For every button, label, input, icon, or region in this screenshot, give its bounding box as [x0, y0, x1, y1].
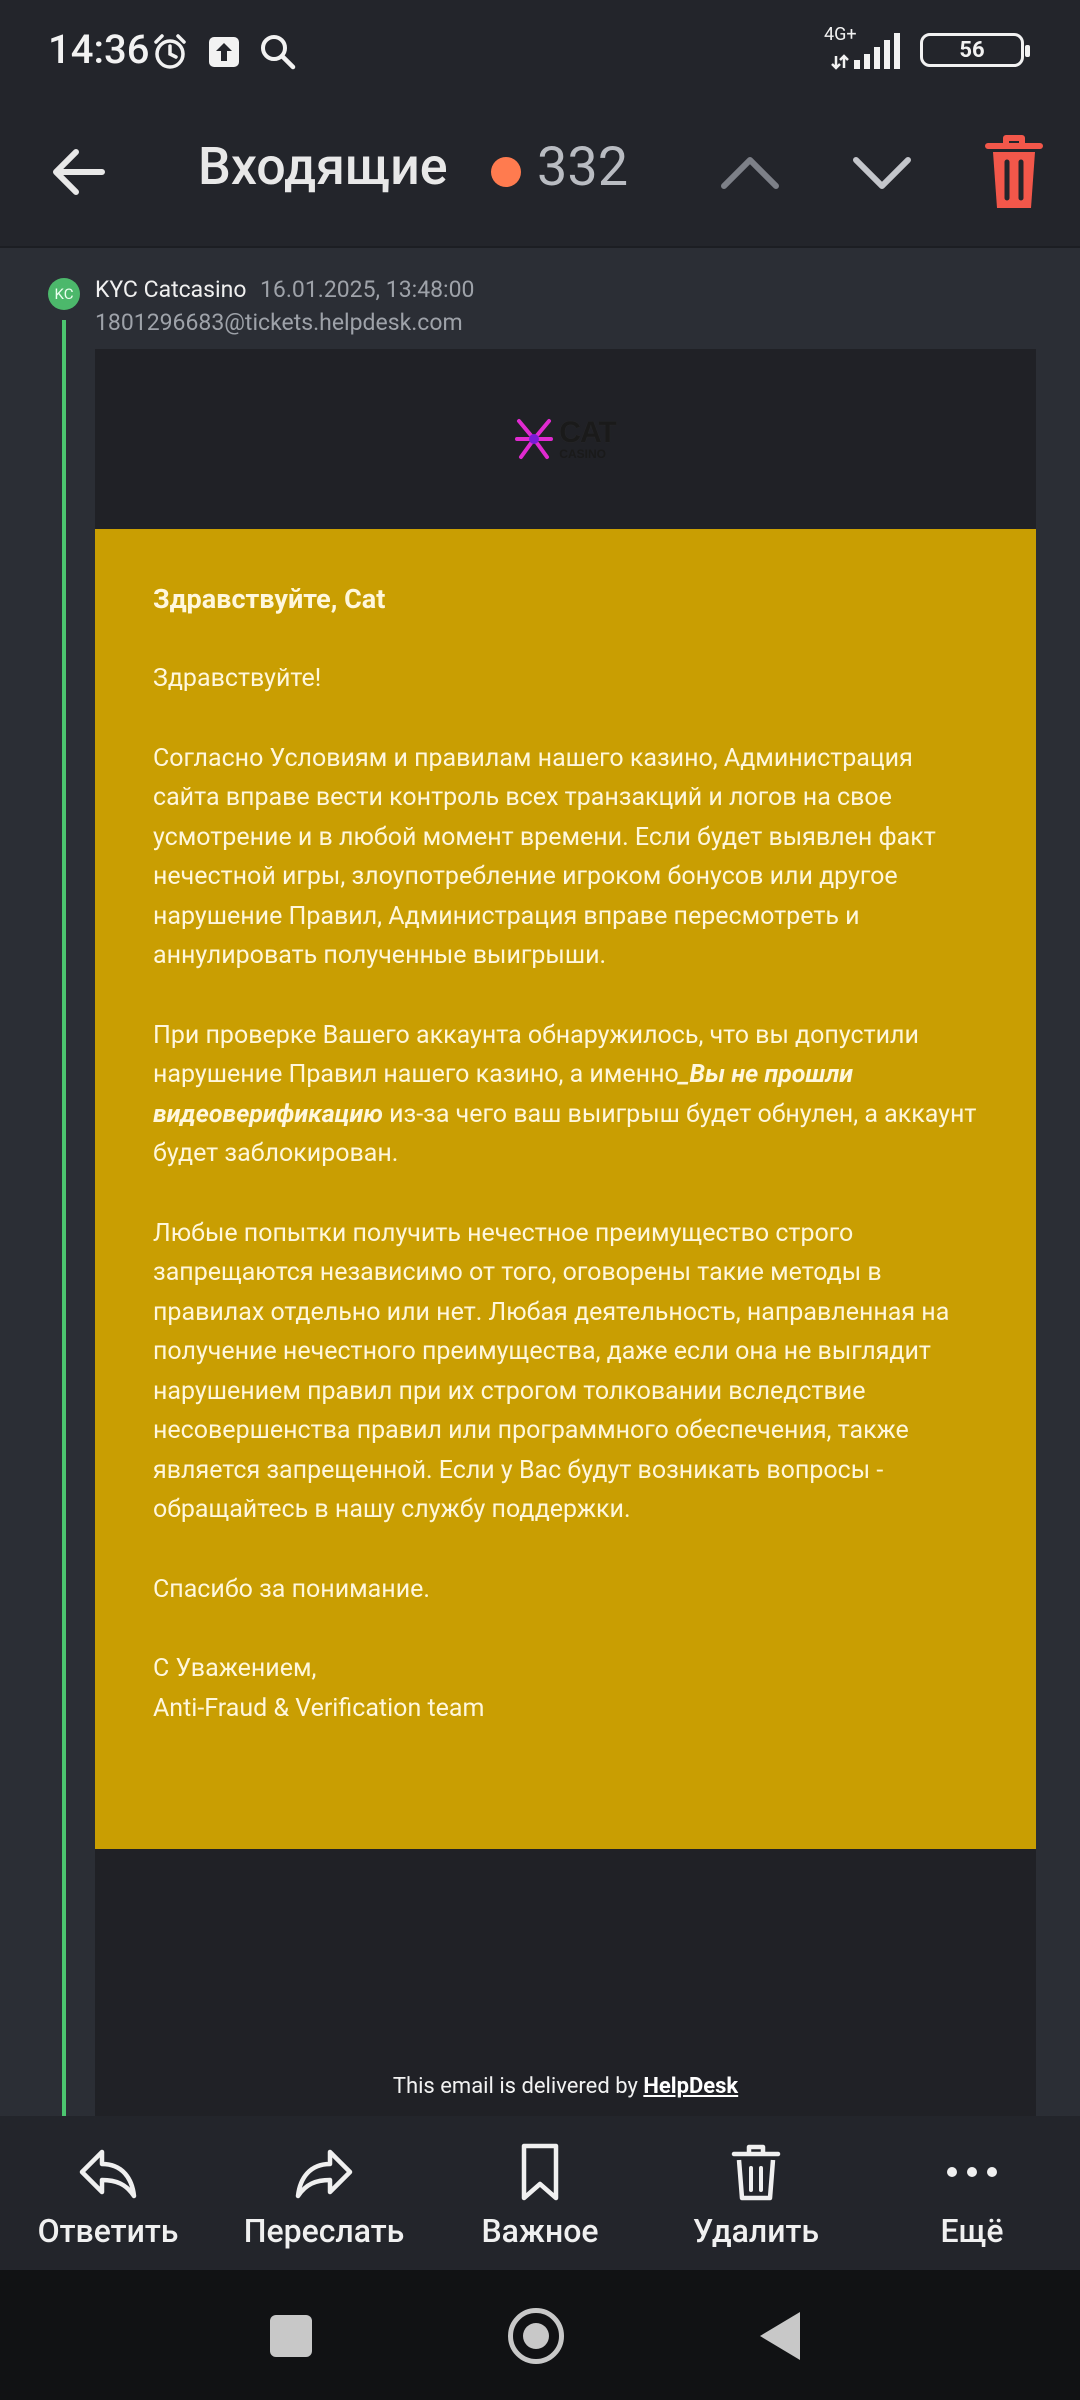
next-message-chevron-down-icon[interactable]: [842, 138, 922, 208]
important-label: Важное: [481, 2212, 599, 2250]
recents-square-icon[interactable]: [270, 2315, 312, 2357]
status-icons-left: [150, 32, 298, 72]
bookmark-icon: [508, 2140, 572, 2204]
battery-level: 56: [959, 37, 985, 63]
logo-header: [95, 349, 1036, 529]
unread-indicator: [491, 157, 521, 187]
battery-icon: [920, 33, 1024, 67]
delete-trash-icon[interactable]: [980, 130, 1048, 214]
email-paragraph-3-start: При проверке Вашего аккаунта обнаружилось, что вы допустили нарушение Правил нашего казино, а именно: [153, 1020, 919, 1089]
mail-toolbar: [0, 100, 1080, 248]
email-content-panel: [95, 529, 1036, 1849]
unread-count: 332: [537, 136, 629, 199]
logo-name: CAT: [559, 416, 616, 449]
signal-icon: [824, 24, 904, 70]
email-paragraph-2: Согласно Условиям и правилам нашего казино, Администрация сайта вправе вести контроль всех транзакций и логов на свое усмотрение и в любой момент времени. Если будет выявлен факт нечестной игры, злоупотребление игроком бонусов или другое нарушение Правил, Администрация вправе пересмотреть и аннулировать полученные выигрыши.: [153, 743, 936, 970]
cat-logo-mark-icon: [515, 417, 553, 461]
email-footer: [95, 2074, 1036, 2099]
message-date: 16.01.2025, 13:48:00: [260, 276, 475, 303]
email-body: [95, 349, 1036, 2116]
sender-email[interactable]: 1801296683@tickets.helpdesk.com: [95, 309, 463, 336]
delete-button[interactable]: [648, 2116, 864, 2270]
back-triangle-icon[interactable]: [760, 2312, 800, 2360]
email-paragraph-1: Здравствуйте!: [153, 664, 322, 693]
email-paragraph-3-end: из-за чего ваш выигрыш будет обнулен, а аккаунт будет заблокирован.: [153, 1099, 977, 1168]
back-arrow-icon[interactable]: [40, 132, 120, 212]
more-button[interactable]: [864, 2116, 1080, 2270]
logo-subtitle: CASINO: [559, 447, 606, 461]
upload-icon: [206, 34, 242, 70]
forward-button[interactable]: [216, 2116, 432, 2270]
message-actions-bar: [0, 2116, 1080, 2270]
email-paragraph-5: Спасибо за понимание.: [153, 1574, 430, 1604]
delete-label: Удалить: [692, 2212, 820, 2250]
more-icon: [940, 2140, 1004, 2204]
status-icons-right: [824, 24, 1024, 70]
helpdesk-link[interactable]: HelpDesk: [643, 2074, 739, 2099]
folder-title: Входящие: [198, 136, 448, 197]
status-bar: [0, 0, 1080, 100]
signature-team: Anti-Fraud & Verification team: [153, 1693, 485, 1723]
forward-label: Переслать: [243, 2212, 405, 2250]
signature-greeting: С Уважением,: [153, 1654, 317, 1683]
more-label: Ещё: [940, 2212, 1004, 2250]
network-type: 4G+: [824, 24, 857, 45]
home-circle-icon[interactable]: [508, 2308, 564, 2364]
email-paragraph-3: [153, 1016, 978, 1174]
search-icon: [258, 32, 298, 72]
system-nav-bar: [0, 2270, 1080, 2400]
status-time: 14:36: [48, 26, 150, 73]
email-signature: [153, 1649, 978, 1728]
sender-avatar: KC: [48, 278, 80, 310]
forward-icon: [292, 2140, 356, 2204]
alarm-icon: [150, 32, 190, 72]
previous-message-chevron-up-icon[interactable]: [710, 138, 790, 208]
message-view[interactable]: [0, 250, 1080, 2116]
trash-icon: [724, 2140, 788, 2204]
footer-text: This email is delivered by: [392, 2074, 644, 2099]
catcasino-logo: [515, 417, 615, 461]
thread-line: [62, 320, 66, 2116]
reply-label: Ответить: [37, 2212, 179, 2250]
sender-name[interactable]: KYC Catcasino: [95, 276, 247, 303]
email-paragraph-4: Любые попытки получить нечестное преимущество строго запрещаются независимо от того, оговорены такие методы в правилах отдельно или нет. Любая деятельность, направленная на получение нечестного преимущества, даже если она не выглядит нарушением правил при их строгом толковании вследствие несовершенства правил или программного обеспечения, также является запрещенной. Если у Вас будут возникать вопросы - обращайтесь в нашу службу поддержки.: [153, 1218, 950, 1524]
reply-button[interactable]: [0, 2116, 216, 2270]
reply-icon: [76, 2140, 140, 2204]
mark-important-button[interactable]: [432, 2116, 648, 2270]
email-heading: Здравствуйте, Cat: [153, 583, 386, 615]
email-paragraph-3-emphasis: _Вы не прошли видеоверификацию: [153, 1060, 853, 1129]
